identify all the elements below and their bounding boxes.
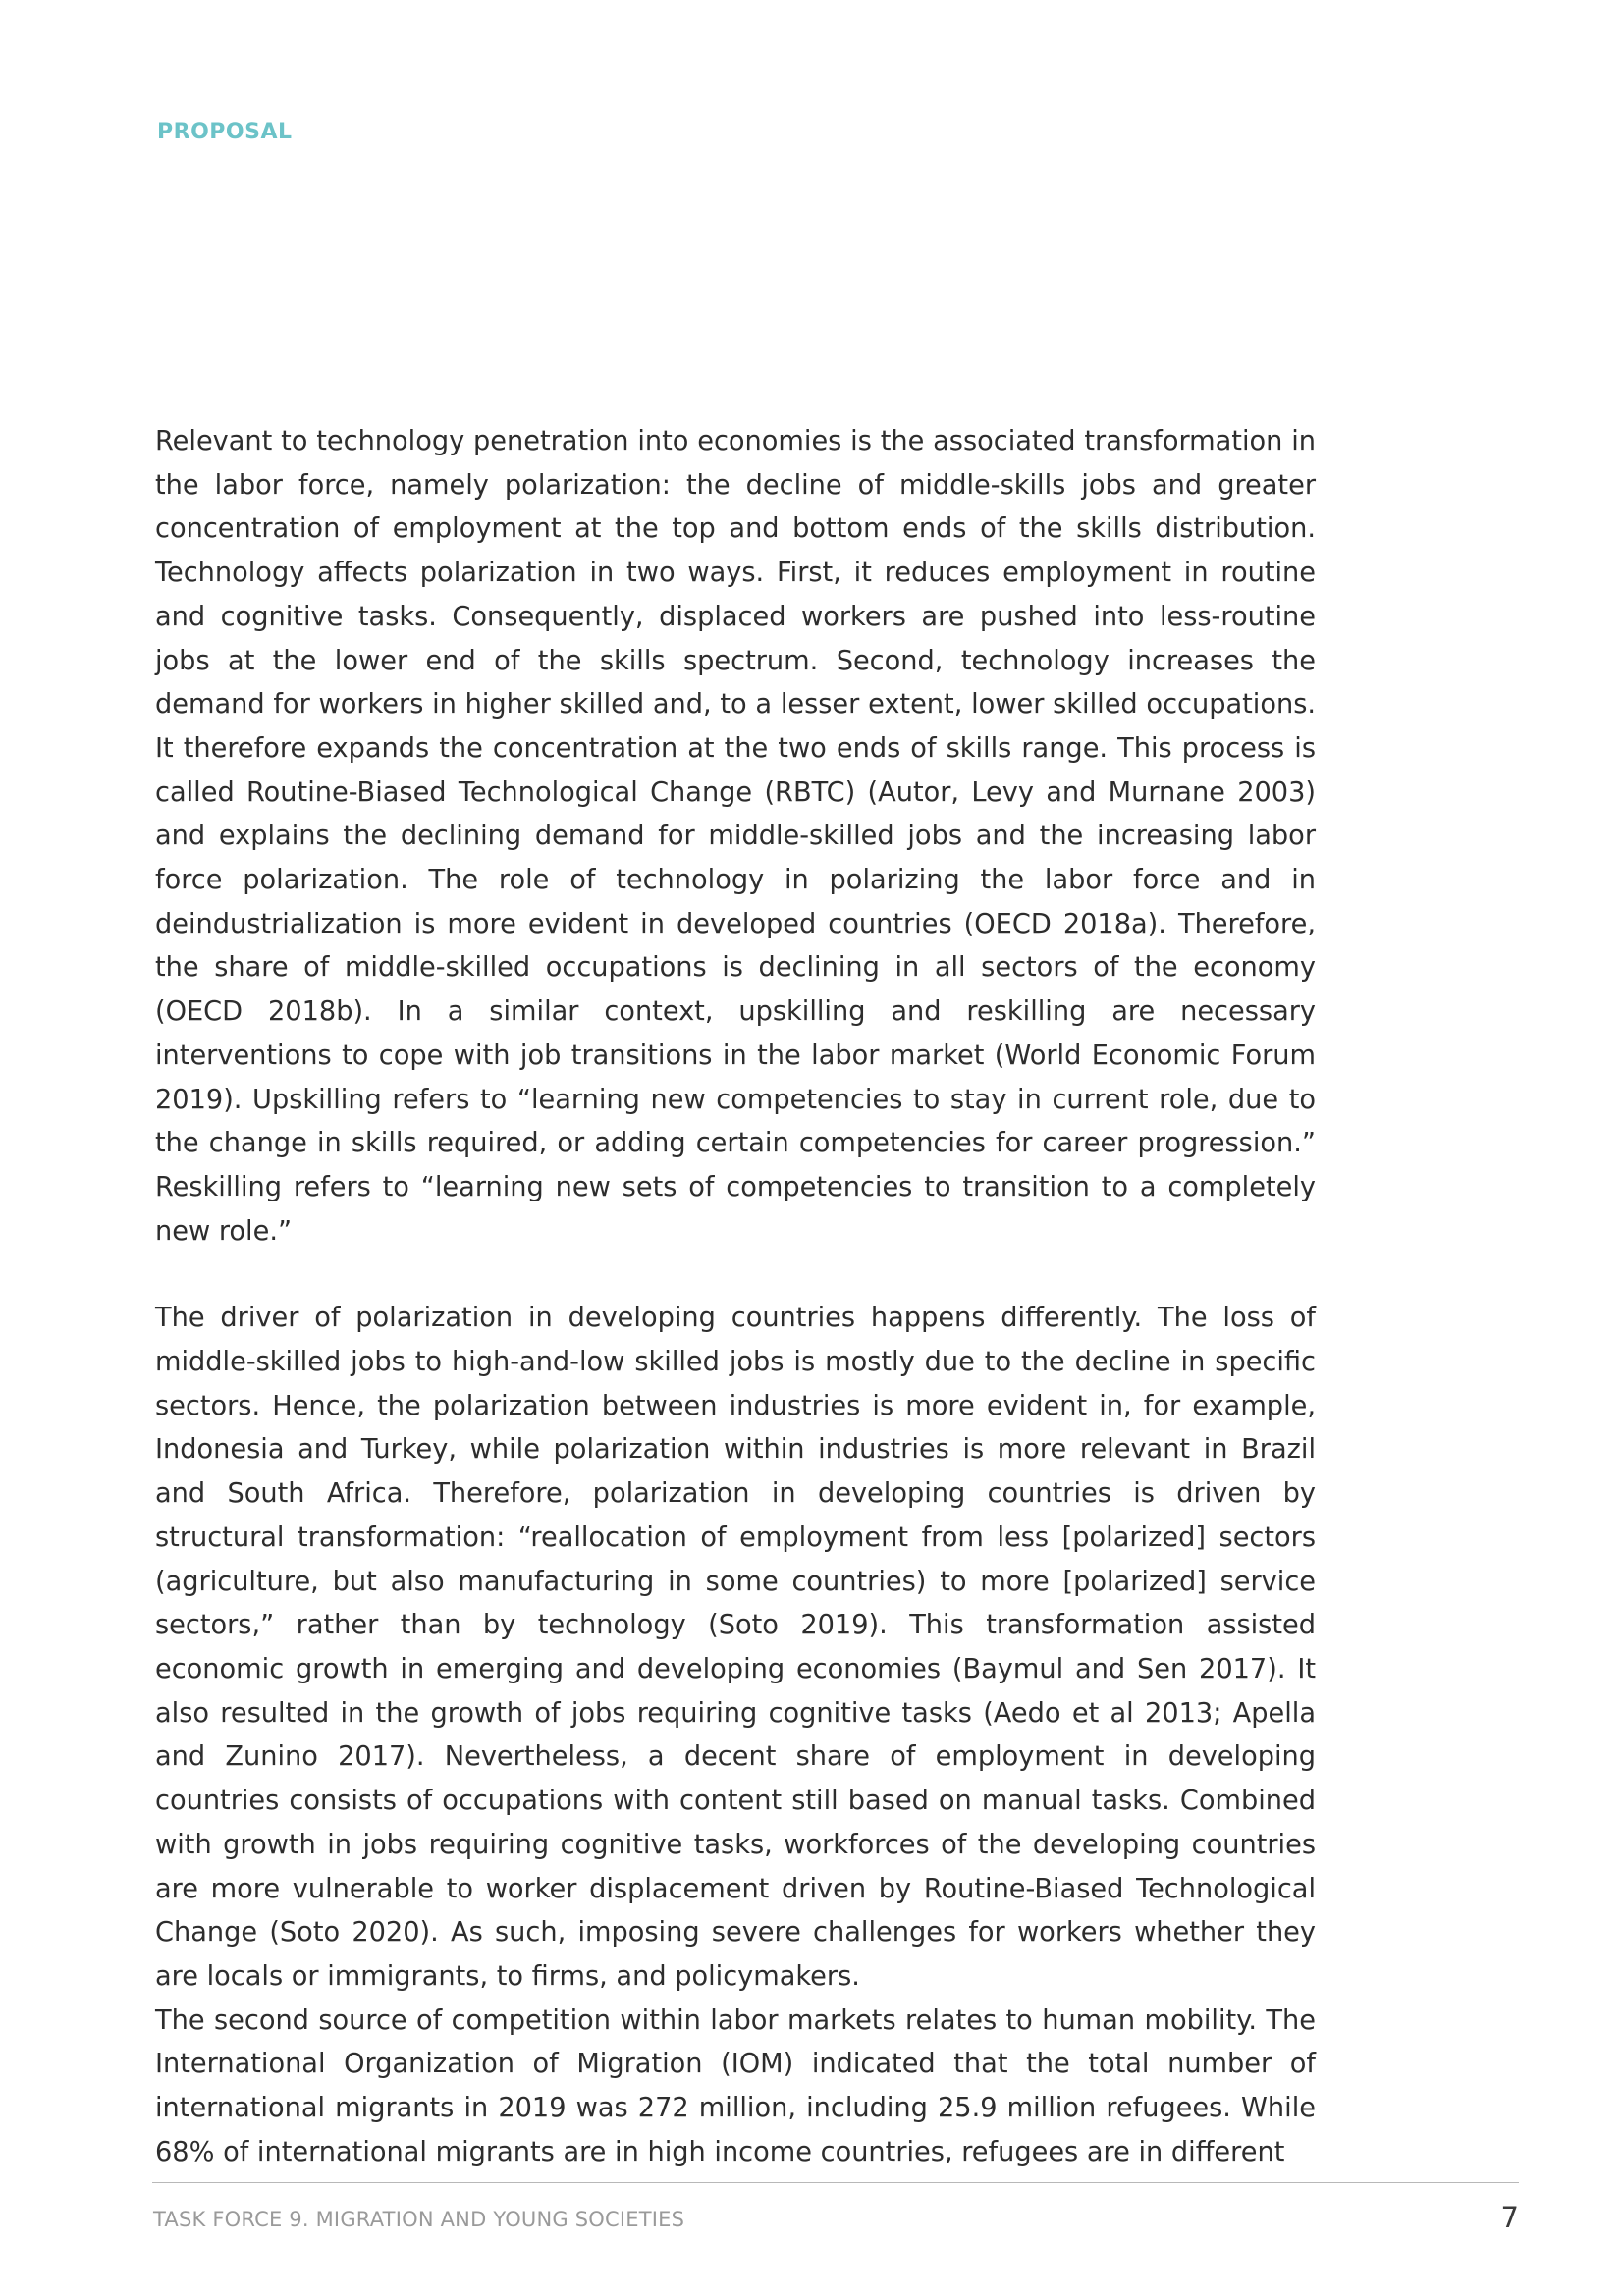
section-label: PROPOSAL — [157, 120, 293, 144]
body-text — [155, 420, 1316, 2174]
page-number: 7 — [1500, 2201, 1519, 2234]
footer-divider — [152, 2182, 1519, 2183]
paragraph: The second source of competition within labor markets relates to human mobility. The International Organization of Migration (IOM) indicated that the total number of international migrants in 2019 was 272 million, including 25.9 million refugees. While 68% of international migrants are in high income countries, refugees are in different — [155, 2004, 1316, 2167]
paragraph: Relevant to technology penetration into economies is the associated transformation in the labor force, namely polarization: the decline of middle-skills jobs and greater concentration of employment at the top and bottom ends of the skills distribution. Technology affects polarization in two ways. First, it reduces employment in routine and cognitive tasks. Consequently, displaced workers are pushed into less-routine jobs at the lower end of the skills spectrum. Second, technology increases the demand for workers in higher skilled and, to a lesser extent, lower skilled occupations. It therefore expands the concentration at the two ends of skills range. This process is called Routine-Biased Technological Change (RBTC) (Autor, Levy and Murnane 2003) and explains the declining demand for middle-skilled jobs and the increasing labor force polarization. The role of technology in polarizing the labor force and in deindustrialization is more evident in developed countries (OECD 2018a). Therefore, the share of middle-skilled occupations is declining in all sectors of the economy (OECD 2018b). In a similar context, upskilling and reskilling are necessary interventions to cope with job transitions in the labor market (World Economic Forum 2019). Upskilling refers to “learning new competencies to stay in current role, due to the change in skills required, or adding certain competencies for career progression.” Reskilling refers to “learning new sets of competencies to transition to a completely new role.” — [155, 426, 1316, 1247]
paragraph: The driver of polarization in developing countries happens differently. The loss of middle-skilled jobs to high-and-low skilled jobs is mostly due to the decline in specific sectors. Hence, the polarization between industries is more evident in, for example, Indonesia and Turkey, while polarization within industries is more relevant in Brazil and South Africa. Therefore, polarization in developing countries is driven by structural transformation: “reallocation of employment from less [polarized] sectors (agriculture, but also manufacturing in some countries) to more [polarized] service sectors,” rather than by technology (Soto 2019). This transformation assisted economic growth in emerging and developing economies (Baymul and Sen 2017). It also resulted in the growth of jobs requiring cognitive tasks (Aedo et al 2013; Apella and Zunino 2017). Nevertheless, a decent share of employment in developing countries consists of occupations with content still based on manual tasks. Combined with growth in jobs requiring cognitive tasks, workforces of the developing countries are more vulnerable to worker displacement driven by Routine-Biased Technological Change (Soto 2020). As such, imposing severe challenges for workers whether they are locals or immigrants, to firms, and policymakers. — [155, 1303, 1316, 1992]
footer-title: TASK FORCE 9. MIGRATION AND YOUNG SOCIETIES — [153, 2208, 685, 2231]
